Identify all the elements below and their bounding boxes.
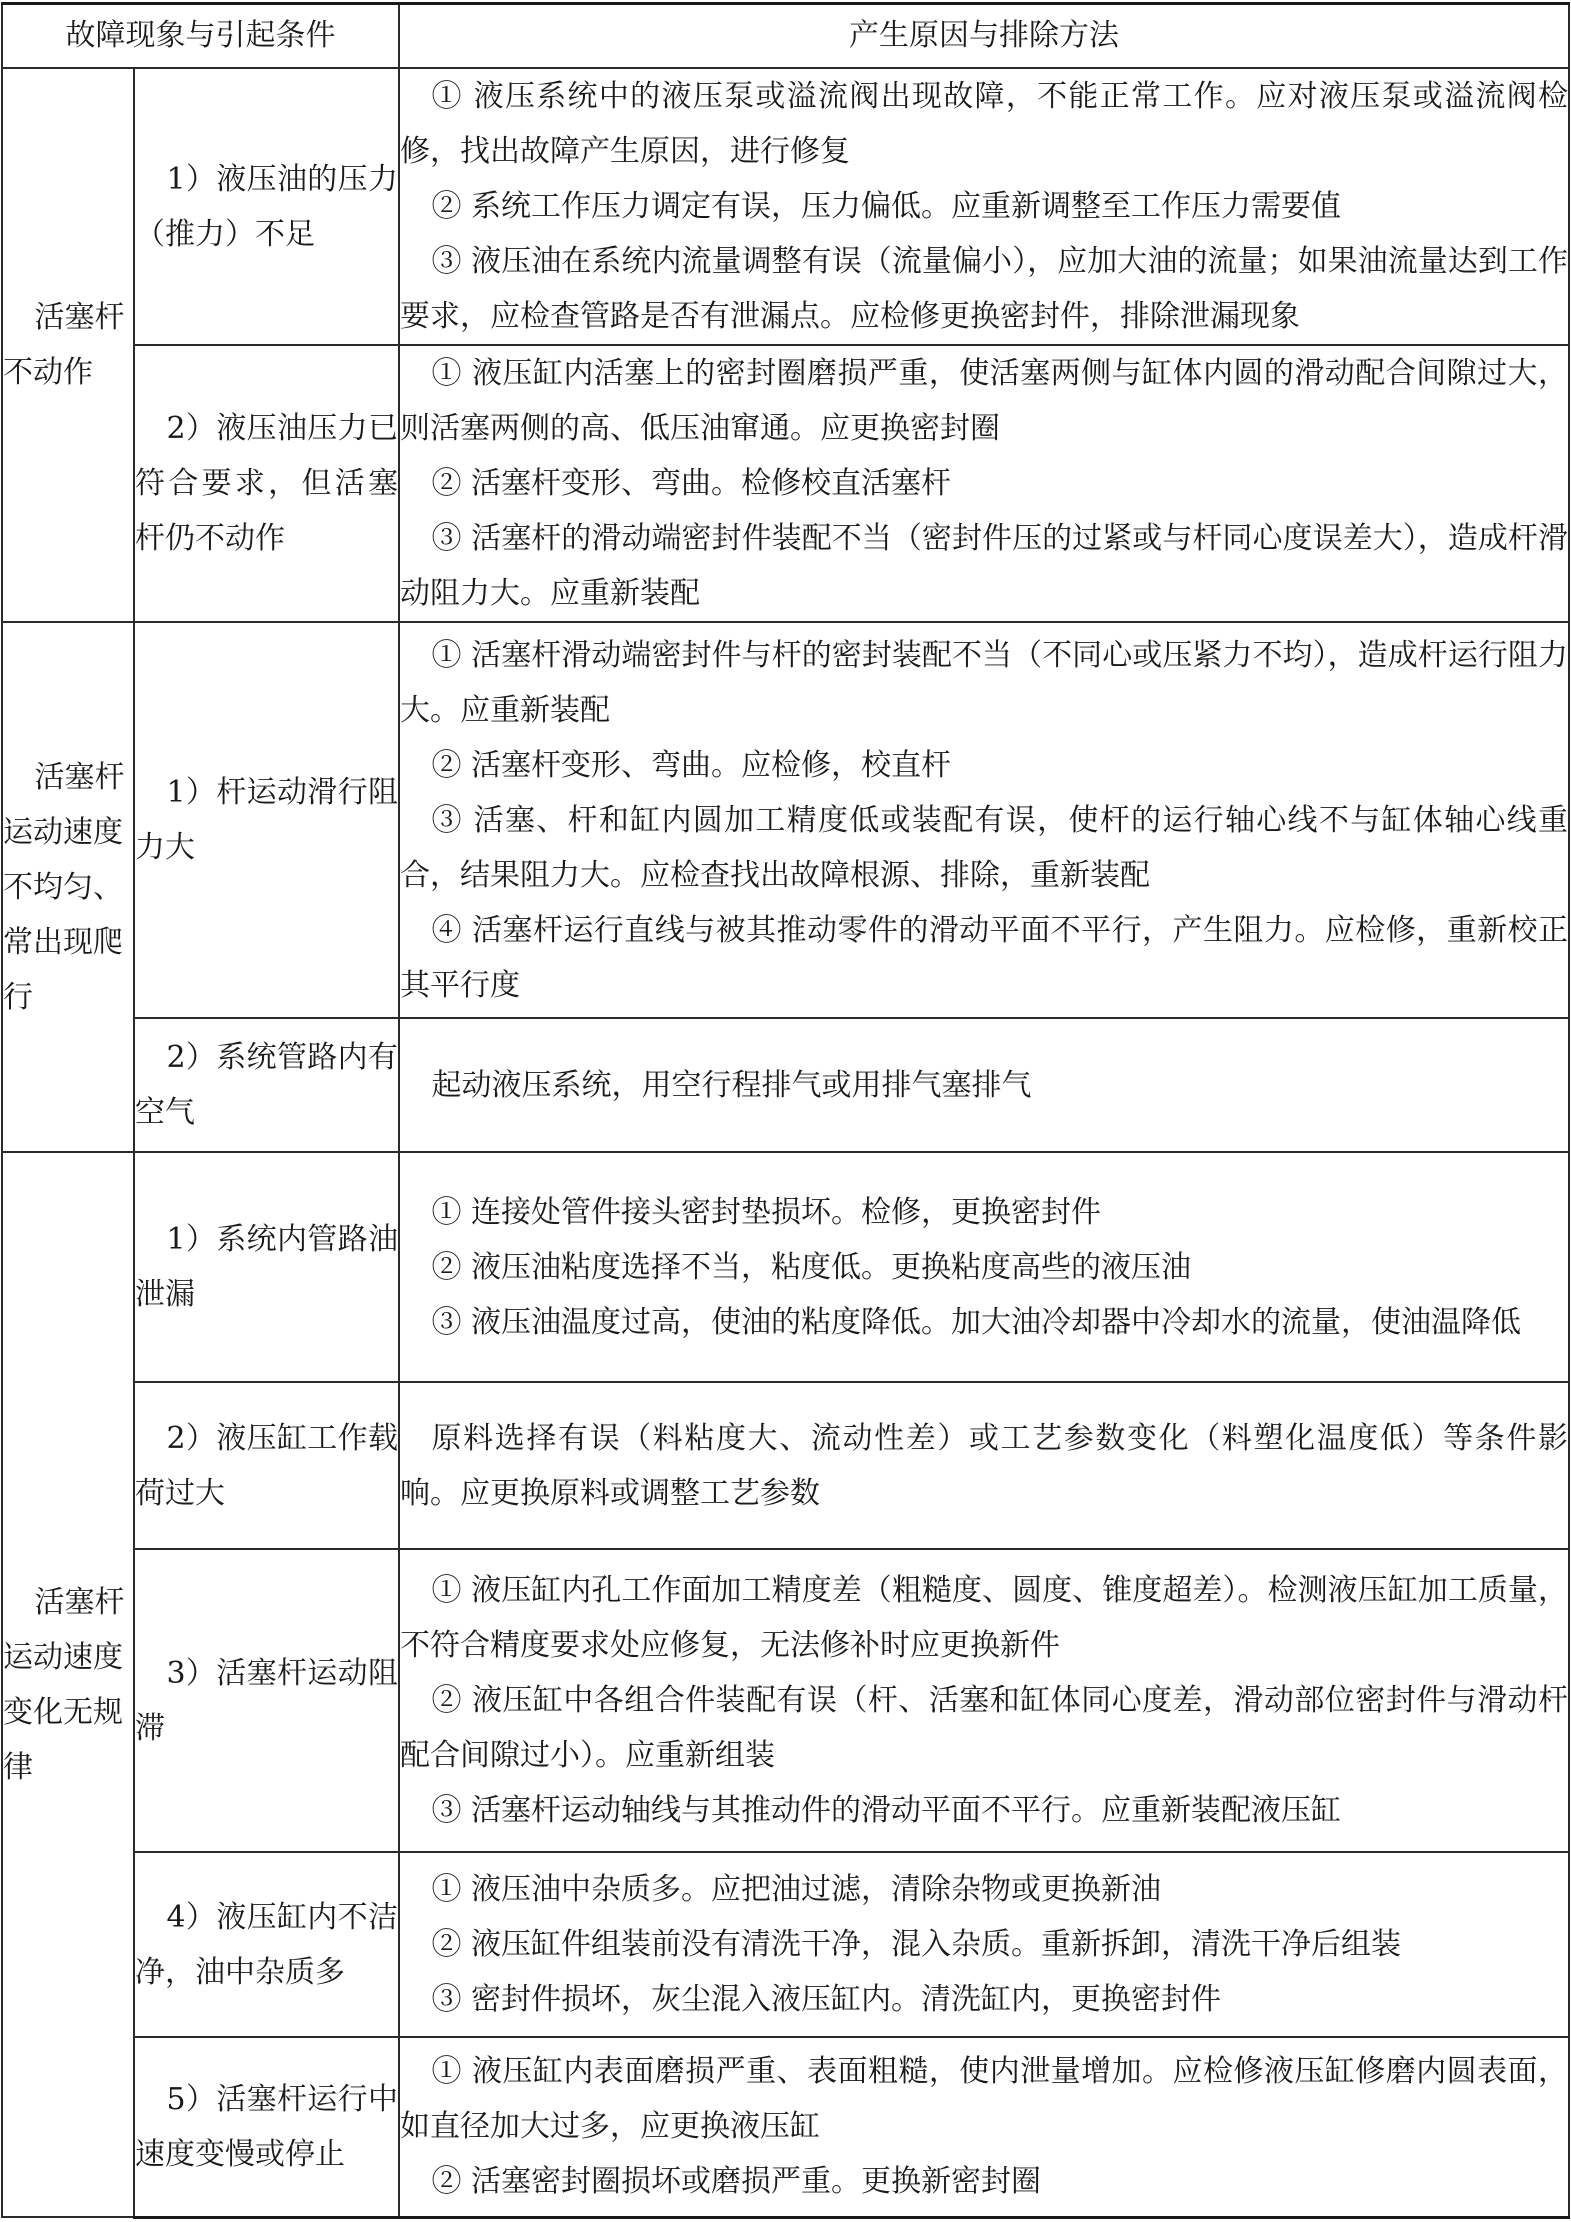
- condition-cell: [134, 622, 399, 1018]
- condition-cell: [134, 68, 399, 345]
- condition-text: 3）活塞杆运动阻滞: [135, 1655, 398, 1746]
- remedy-line: 原料选择有误（料粘度大、流动性差）或工艺参数变化（料塑化温度低）等条件影响。应更换原料或调整工艺参数: [400, 1420, 1568, 1511]
- remedy-cell: [399, 622, 1569, 1018]
- remedy-line: ③ 活塞、杆和缸内圆加工精度低或装配有误，使杆的运行轴心线不与缸体轴心线重合，结果阻力大。应检查找出故障根源、排除，重新装配: [400, 802, 1568, 893]
- table-row: [2, 68, 1569, 345]
- table-row: [2, 345, 1569, 622]
- remedy-line: ② 活塞杆变形、弯曲。应检修，校直杆: [431, 747, 952, 783]
- table-row: [2, 1152, 1569, 1382]
- condition-text: 2）液压缸工作载荷过大: [135, 1420, 398, 1511]
- table-row: [2, 1549, 1569, 1852]
- remedy-line: ② 液压缸件组装前没有清洗干净，混入杂质。重新拆卸，清洗干净后组装: [431, 1927, 1402, 1962]
- table-row: [2, 1018, 1569, 1152]
- condition-text: 2）系统管路内有空气: [135, 1040, 398, 1130]
- table-row: [2, 1852, 1569, 2037]
- remedy-cell: [399, 345, 1569, 622]
- remedy-line: ② 活塞密封圈损坏或磨损严重。更换新密封圈: [431, 2164, 1042, 2200]
- phenomenon-text: 活塞杆运动速度不均匀、常出现爬行: [3, 759, 125, 1015]
- remedy-cell: [399, 1152, 1569, 1382]
- header-fault-condition: 故障现象与引起条件: [2, 4, 399, 69]
- header-cause-remedy: 产生原因与排除方法: [399, 4, 1569, 69]
- condition-cell: [134, 1018, 399, 1152]
- phenomenon-text: 活塞杆运动速度变化无规律: [3, 1584, 125, 1785]
- remedy-line: ① 液压系统中的液压泵或溢流阀出现故障，不能正常工作。应对液压泵或溢流阀检修，找出故障产生原因，进行修复: [400, 79, 1568, 169]
- condition-text: 4）液压缸内不洁净，油中杂质多: [135, 1899, 398, 1990]
- remedy-line: ① 液压缸内孔工作面加工精度差（粗糙度、圆度、锥度超差）。检测液压缸加工质量，不符合精度要求处应修复，无法修补时应更换新件: [400, 1573, 1568, 1663]
- remedy-line: ④ 活塞杆运行直线与被其推动零件的滑动平面不平行，产生阻力。应检修，重新校正其平行度: [400, 912, 1568, 1003]
- remedy-line: ③ 密封件损坏，灰尘混入液压缸内。清洗缸内，更换密封件: [431, 1982, 1222, 2017]
- table-header-row: [2, 4, 1569, 69]
- phenomenon-cell: [2, 68, 134, 622]
- condition-text: 2）液压油压力已符合要求，但活塞杆仍不动作: [135, 411, 398, 556]
- remedy-cell: [399, 2037, 1569, 2217]
- condition-cell: [134, 1382, 399, 1549]
- remedy-cell: [399, 1852, 1569, 2037]
- phenomenon-cell: [2, 1152, 134, 2217]
- remedy-line: ② 液压缸中各组合件装配有误（杆、活塞和缸体同心度差，滑动部位密封件与滑动杆配合间隙过小）。应重新组装: [400, 1683, 1568, 1773]
- phenomenon-text: 活塞杆不动作: [3, 300, 125, 390]
- remedy-line: ③ 液压油在系统内流量调整有误（流量偏小），应加大油的流量；如果油流量达到工作要求，应检查管路是否有泄漏点。应检修更换密封件，排除泄漏现象: [400, 244, 1568, 334]
- remedy-line: ① 活塞杆滑动端密封件与杆的密封装配不当（不同心或压紧力不均），造成杆运行阻力大。应重新装配: [400, 637, 1568, 728]
- remedy-cell: [399, 68, 1569, 345]
- remedy-line: ③ 活塞杆运动轴线与其推动件的滑动平面不平行。应重新装配液压缸: [431, 1793, 1342, 1828]
- table-row: [2, 622, 1569, 1018]
- remedy-line: ② 液压油粘度选择不当，粘度低。更换粘度高些的液压油: [431, 1249, 1192, 1285]
- remedy-line: ① 液压油中杂质多。应把油过滤，清除杂物或更换新油: [431, 1872, 1162, 1907]
- remedy-line: ① 液压缸内表面磨损严重、表面粗糙，使内泄量增加。应检修液压缸修磨内圆表面，如直径加大过多，应更换液压缸: [400, 2054, 1568, 2145]
- remedy-line: ① 液压缸内活塞上的密封圈磨损严重，使活塞两侧与缸体内圆的滑动配合间隙过大，则活塞两侧的高、低压油窜通。应更换密封圈: [400, 356, 1568, 446]
- condition-cell: [134, 1152, 399, 1382]
- fault-table: [1, 2, 1570, 2219]
- condition-cell: [134, 1852, 399, 2037]
- condition-text: 5）活塞杆运行中速度变慢或停止: [135, 2081, 398, 2172]
- remedy-line: ② 活塞杆变形、弯曲。检修校直活塞杆: [431, 466, 952, 501]
- condition-text: 1）液压油的压力（推力）不足: [135, 161, 398, 252]
- condition-text: 1）杆运动滑行阻力大: [135, 775, 398, 865]
- condition-cell: [134, 345, 399, 622]
- phenomenon-cell: [2, 622, 134, 1152]
- remedy-cell: [399, 1382, 1569, 1549]
- remedy-line: ③ 液压油温度过高，使油的粘度降低。加大油冷却器中冷却水的流量，使油温降低: [431, 1304, 1522, 1340]
- remedy-line: 起动液压系统，用空行程排气或用排气塞排气: [431, 1067, 1032, 1103]
- remedy-line: ③ 活塞杆的滑动端密封件装配不当（密封件压的过紧或与杆同心度误差大），造成杆滑动阻力大。应重新装配: [400, 521, 1568, 611]
- condition-text: 1）系统内管路油泄漏: [135, 1222, 398, 1312]
- remedy-line: ② 系统工作压力调定有误，压力偏低。应重新调整至工作压力需要值: [431, 189, 1342, 224]
- remedy-line: ① 连接处管件接头密封垫损坏。检修，更换密封件: [431, 1194, 1102, 1230]
- table-body: [2, 68, 1569, 2217]
- remedy-cell: [399, 1018, 1569, 1152]
- condition-cell: [134, 1549, 399, 1852]
- table-row: [2, 2037, 1569, 2217]
- table-row: [2, 1382, 1569, 1549]
- condition-cell: [134, 2037, 399, 2217]
- remedy-cell: [399, 1549, 1569, 1852]
